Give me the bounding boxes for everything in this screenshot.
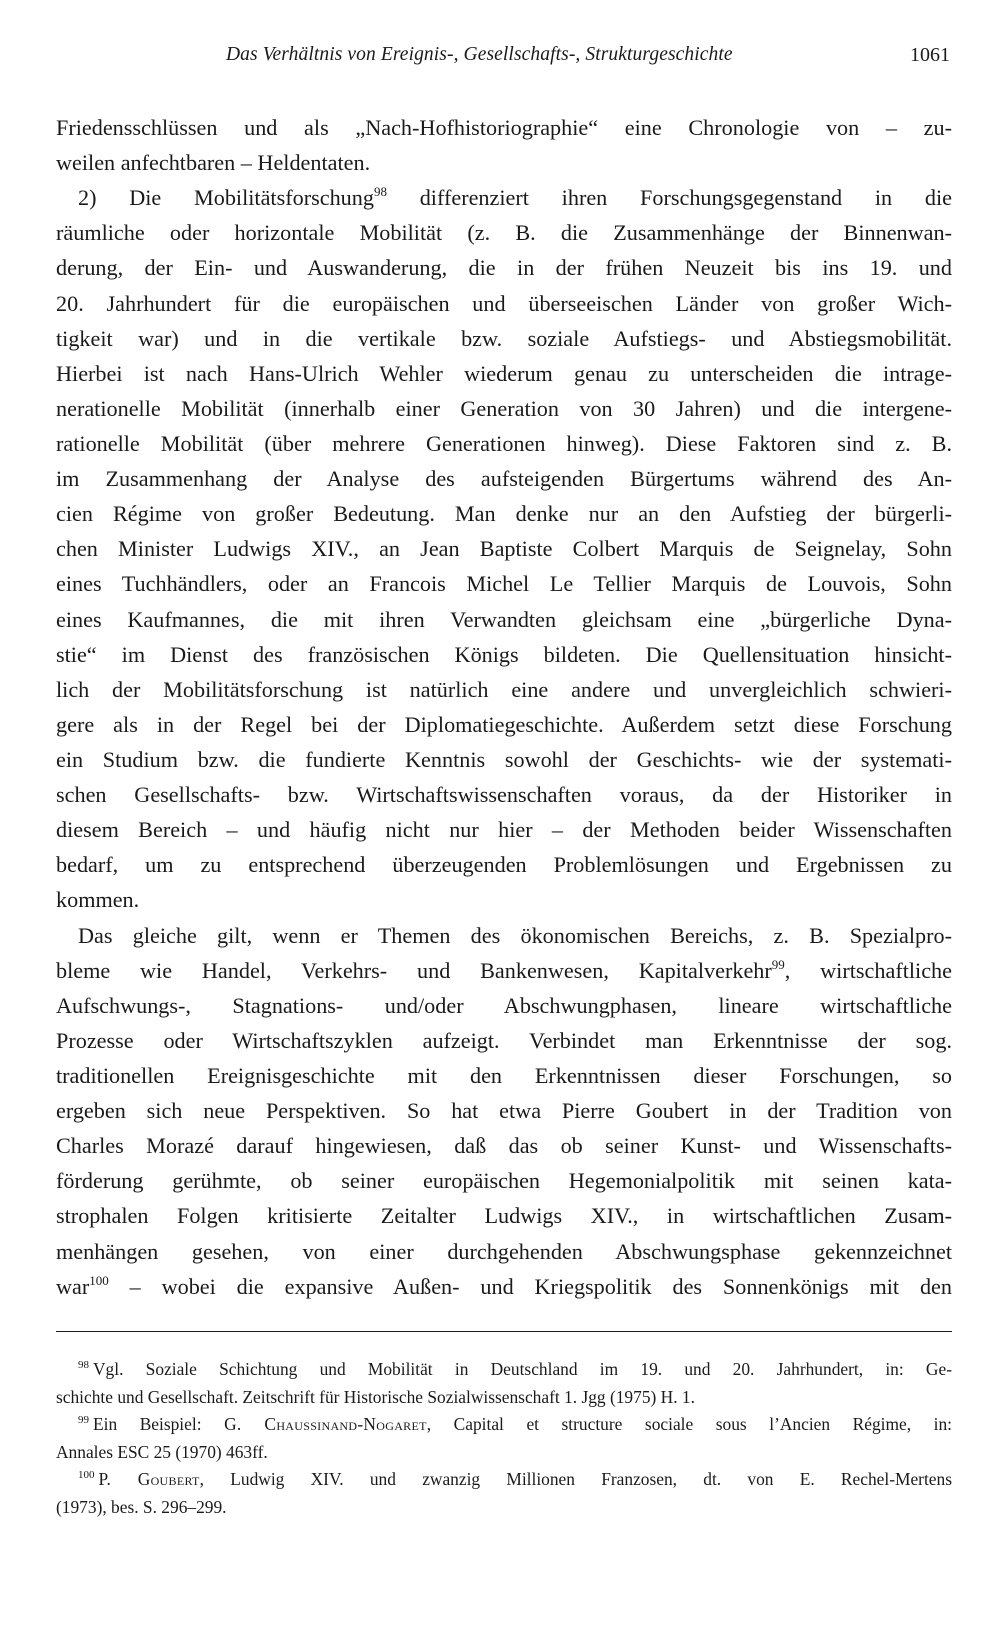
text-line: rationelle Mobilität (über mehrere Generationen hinweg). Diese Faktoren sind z. B. [56,430,952,456]
text-line: ergeben sich neue Perspektiven. So hat etwa Pierre Goubert in der Tradition von [56,1098,952,1124]
text-line: Friedensschlüssen und als „Nach-Hofhistoriographie“ eine Chronologie von – zu- [56,115,952,140]
footnote-100: $^{100}$ P. Goubert, Ludwig XIV. und zwanzig Millionen Franzosen, dt. von E. Rechel-Mertens [78,1469,952,1490]
text-line: Prozesse oder Wirtschaftszyklen aufzeigt. Verbindet man Erkenntnisse der sog. [56,1027,952,1053]
text-line: stie“ im Dienst des französischen Königs bildeten. Die Quellensituation hinsicht- [56,641,952,667]
text-line: diesem Bereich – und häufig nicht nur hier – der Methoden beider Wissenschaften [56,817,952,843]
text-line: cien Régime von großer Bedeutung. Man denke nur an den Aufstieg der bürgerli- [56,501,952,527]
text-line: räumliche oder horizontale Mobilität (z. B. die Zusammenhänge der Binnenwan- [56,220,952,246]
page-number: 1061 [910,44,950,66]
footnote-marker: 99 [771,956,785,972]
text-line: war$^{100}$ – wobei die expansive Außen- und Kriegspolitik des Sonnenkönigs mit den [56,1272,952,1299]
text-line: ein Studium bzw. die fundierte Kenntnis sowohl der Geschichts- wie der systemati- [56,746,952,772]
text-line: Das gleiche gilt, wenn er Themen des ökonomischen Bereichs, z. B. Spezialpro- [78,922,952,948]
text-line: kommen. [56,887,140,913]
footnote-line: Annales ESC 25 (1970) 463ff. [56,1441,268,1462]
running-title: Das Verhältnis von Ereignis-, Gesellschafts-, Strukturgeschichte [226,44,733,65]
text-line: Hierbei ist nach Hans-Ulrich Wehler wiederum genau zu unterscheiden die intrage- [56,360,952,386]
text-line: nerationelle Mobilität (innerhalb einer Generation von 30 Jahren) und die intergene- [56,395,952,421]
text-line: 2) Die Mobilitätsforschung$^{98}$ differenziert ihren Forschungsgegenstand in die [78,184,952,211]
text-line: im Zusammenhang der Analyse des aufsteigenden Bürgertums während des An- [56,466,952,492]
text-line: chen Minister Ludwigs XIV., an Jean Baptiste Colbert Marquis de Seignelay, Sohn [56,536,952,562]
footnote-99: $^{99}$ Ein Beispiel: G. Chaussinand-Nogaret, Capital et structure sociale sous l’Ancien Régime, in: [78,1414,952,1435]
footnote-author: P. Goubert [98,1469,200,1490]
text-line: derung, der Ein- und Auswanderung, die in der frühen Neuzeit bis ins 19. und [56,255,952,281]
text-line: förderung gerühmte, ob seiner europäischen Hegemonialpolitik mit seinen kata- [56,1168,952,1194]
text-line: lich der Mobilitätsforschung ist natürlich eine andere und unvergleichlich schwieri- [56,676,952,702]
text-line: eines Tuchhändlers, oder an Francois Michel Le Tellier Marquis de Louvois, Sohn [56,571,952,597]
footnotes [56,1356,952,1522]
text-line: gere als in der Regel bei der Diplomatiegeschichte. Außerdem setzt diese Forschung [56,711,952,737]
text-line: schen Gesellschafts- bzw. Wirtschaftswissenschaften voraus, da der Historiker in [56,782,952,808]
text-line: eines Kaufmannes, die mit ihren Verwandten gleichsam eine „bürgerliche Dyna- [56,606,952,632]
text-line: menhängen gesehen, von einer durchgehenden Abschwungsphase gekennzeichnet [56,1238,952,1264]
text-line: bleme wie Handel, Verkehrs- und Bankenwesen, Kapitalverkehr$^{99}$, wirtschaftliche [56,956,952,983]
text-line: Aufschwungs-, Stagnations- und/oder Abschwungphasen, lineare wirtschaftliche [56,992,952,1018]
footnote-line: (1973), bes. S. 296–299. [56,1496,227,1517]
footnote-separator [56,1331,952,1332]
text-line: strophalen Folgen kritisierte Zeitalter Ludwigs XIV., in wirtschaftlichen Zusam- [56,1203,952,1229]
text-line: tigkeit war) und in die vertikale bzw. soziale Aufstiegs- und Abstiegsmobilität. [56,325,952,351]
main-text [56,110,952,1304]
footnote-number: 99 [78,1414,89,1427]
footnote-author: G. Chaussinand-Nogaret [224,1414,427,1435]
footnote-marker: 98 [373,184,387,200]
footnote-marker: 100 [89,1272,109,1288]
running-head [0,44,1000,74]
text-line: 20. Jahrhundert für die europäischen und überseeischen Länder von großer Wich- [56,290,952,316]
footnote-number: 98 [78,1359,89,1371]
text-line: Charles Morazé darauf hingewiesen, daß das ob seiner Kunst- und Wissenschafts- [56,1133,952,1159]
text-line: weilen anfechtbaren – Heldentaten. [56,150,371,176]
text-line: traditionellen Ereignisgeschichte mit den Erkenntnissen dieser Forschungen, so [56,1062,952,1088]
footnote-line: schichte und Gesellschaft. Zeitschrift für Historische Sozialwissenschaft 1. Jgg (1975) H. 1. [56,1386,695,1407]
footnote-98: $^{98}$ Vgl. Soziale Schichtung und Mobilität in Deutschland im 19. und 20. Jahrhundert, in: Ge- [78,1359,952,1379]
text-line: bedarf, um zu entsprechend überzeugenden Problemlösungen und Ergebnissen zu [56,852,952,878]
footnote-number: 100 [78,1469,95,1482]
